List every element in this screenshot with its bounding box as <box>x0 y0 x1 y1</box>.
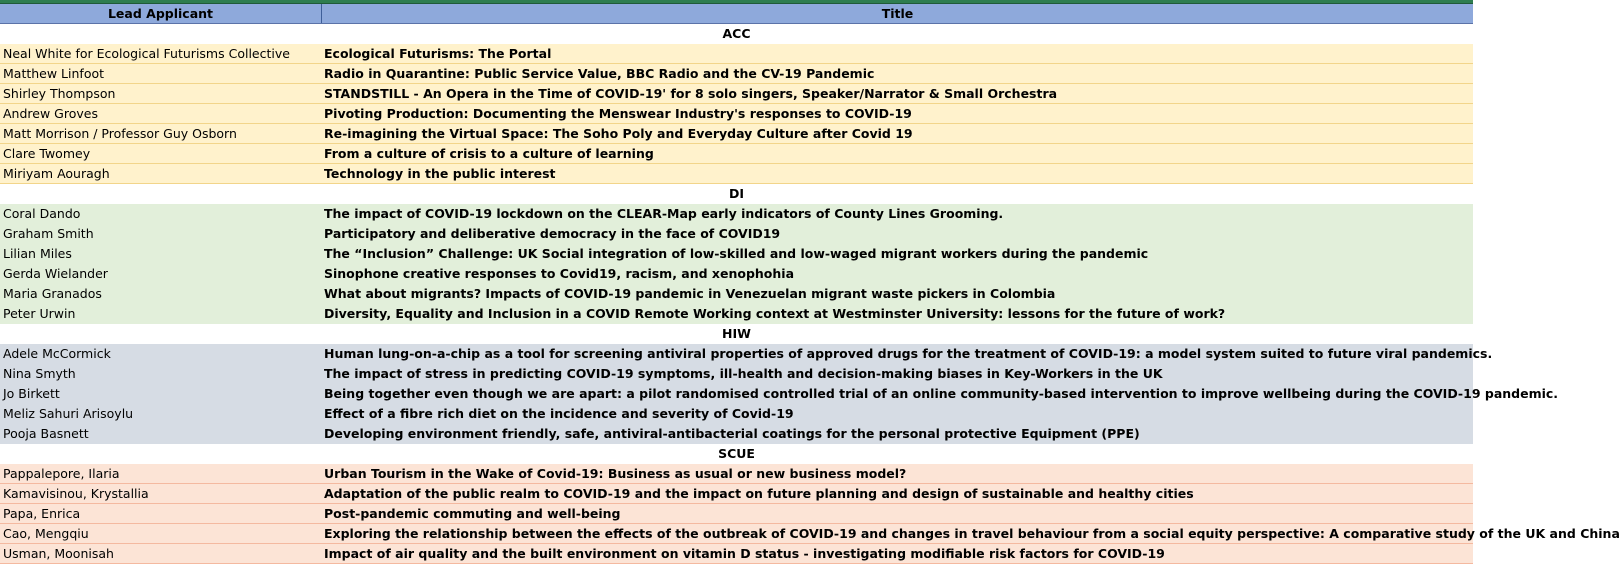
lead-applicant-cell[interactable]: Jo Birkett <box>3 386 60 401</box>
title-cell[interactable]: Urban Tourism in the Wake of Covid-19: Business as usual or new business model? <box>324 466 907 481</box>
lead-applicant-cell[interactable]: Gerda Wielander <box>3 266 108 281</box>
lead-applicant-cell[interactable]: Matt Morrison / Professor Guy Osborn <box>3 126 237 141</box>
title-cell[interactable]: Pivoting Production: Documenting the Menswear Industry's responses to COVID-19 <box>324 106 912 121</box>
table-row <box>0 524 1620 544</box>
section-header-hiw[interactable]: HIW <box>0 324 1473 344</box>
lead-applicant-cell[interactable]: Nina Smyth <box>3 366 76 381</box>
title-cell[interactable]: Effect of a fibre rich diet on the incidence and severity of Covid-19 <box>324 406 794 421</box>
header-title[interactable]: Title <box>881 6 914 21</box>
title-cell[interactable]: Ecological Futurisms: The Portal <box>324 46 552 61</box>
table-row <box>0 464 1473 484</box>
table-row <box>0 244 1473 264</box>
lead-applicant-cell[interactable]: Kamavisinou, Krystallia <box>3 486 149 501</box>
title-cell[interactable]: What about migrants? Impacts of COVID-19 pandemic in Venezuelan migrant waste pickers in Colombia <box>324 286 1056 301</box>
section-header-di[interactable]: DI <box>0 184 1473 204</box>
title-cell[interactable]: Exploring the relationship between the effects of the outbreak of COVID-19 and changes in travel behaviour from a social equity perspective: A comparative study of the UK and China <box>324 526 1620 541</box>
table-row <box>0 44 1473 64</box>
title-cell[interactable]: Human lung-on-a-chip as a tool for screening antiviral properties of approved drugs for the treatment of COVID-19: a model system suited to future viral pandemics. <box>324 346 1493 361</box>
table-row <box>0 284 1473 304</box>
lead-applicant-cell[interactable]: Miriyam Aouragh <box>3 166 110 181</box>
lead-applicant-cell[interactable]: Cao, Mengqiu <box>3 526 89 541</box>
table-row <box>0 304 1473 324</box>
lead-applicant-cell[interactable]: Usman, Moonisah <box>3 546 114 561</box>
lead-applicant-cell[interactable]: Pooja Basnett <box>3 426 89 441</box>
lead-applicant-cell[interactable]: Papa, Enrica <box>3 506 81 521</box>
table-row <box>0 104 1473 124</box>
table-row <box>0 64 1473 84</box>
table-body <box>0 24 1620 564</box>
table-row <box>0 264 1473 284</box>
table-row <box>0 424 1473 444</box>
section-header-scue[interactable]: SCUE <box>0 444 1473 464</box>
lead-applicant-cell[interactable]: Meliz Sahuri Arisoylu <box>3 406 134 421</box>
title-cell[interactable]: From a culture of crisis to a culture of learning <box>324 146 654 161</box>
lead-applicant-cell[interactable]: Neal White for Ecological Futurisms Collective <box>3 46 290 61</box>
title-cell[interactable]: Diversity, Equality and Inclusion in a COVID Remote Working context at Westminster University: lessons for the future of work? <box>324 306 1226 321</box>
title-cell[interactable]: Participatory and deliberative democracy in the face of COVID19 <box>324 226 781 241</box>
title-cell[interactable]: Developing environment friendly, safe, antiviral-antibacterial coatings for the personal protective Equipment (PPE) <box>324 426 1140 441</box>
title-cell[interactable]: Being together even though we are apart: a pilot randomised controlled trial of an online community-based intervention to improve wellbeing during the COVID-19 pandemic. <box>324 386 1559 401</box>
lead-applicant-cell[interactable]: Pappalepore, Ilaria <box>3 466 120 481</box>
lead-applicant-cell[interactable]: Coral Dando <box>3 206 81 221</box>
title-cell[interactable]: Impact of air quality and the built environment on vitamin D status - investigating modifiable risk factors for COVID-19 <box>324 546 1165 561</box>
title-cell[interactable]: Radio in Quarantine: Public Service Value, BBC Radio and the CV-19 Pandemic <box>324 66 875 81</box>
lead-applicant-cell[interactable]: Lilian Miles <box>3 246 72 261</box>
title-cell[interactable]: Post-pandemic commuting and well-being <box>324 506 621 521</box>
table-row <box>0 224 1473 244</box>
table-row <box>0 164 1473 184</box>
title-cell[interactable]: Adaptation of the public realm to COVID-19 and the impact on future planning and design of sustainable and healthy cities <box>324 486 1194 501</box>
table-row <box>0 544 1473 564</box>
title-cell[interactable]: Re-imagining the Virtual Space: The Soho Poly and Everyday Culture after Covid 19 <box>324 126 913 141</box>
table-row <box>0 484 1473 504</box>
lead-applicant-cell[interactable]: Maria Granados <box>3 286 102 301</box>
table-row <box>0 404 1473 424</box>
header-lead-applicant[interactable]: Lead Applicant <box>0 4 322 23</box>
table-row <box>0 144 1473 164</box>
table-row <box>0 204 1473 224</box>
lead-applicant-cell[interactable]: Graham Smith <box>3 226 94 241</box>
table-row <box>0 364 1473 384</box>
section-header-acc[interactable]: ACC <box>0 24 1473 44</box>
title-cell[interactable]: The impact of stress in predicting COVID-19 symptoms, ill-health and decision-making biases in Key-Workers in the UK <box>324 366 1163 381</box>
title-cell[interactable]: The “Inclusion” Challenge: UK Social integration of low-skilled and low-waged migrant workers during the pandemic <box>324 246 1149 261</box>
lead-applicant-cell[interactable]: Matthew Linfoot <box>3 66 105 81</box>
title-cell[interactable]: Technology in the public interest <box>324 166 556 181</box>
lead-applicant-cell[interactable]: Clare Twomey <box>3 146 91 161</box>
title-cell[interactable]: STANDSTILL - An Opera in the Time of COVID-19' for 8 solo singers, Speaker/Narrator & Small Orchestra <box>324 86 1058 101</box>
lead-applicant-cell[interactable]: Shirley Thompson <box>3 86 116 101</box>
lead-applicant-cell[interactable]: Adele McCormick <box>3 346 111 361</box>
title-cell[interactable]: The impact of COVID-19 lockdown on the CLEAR-Map early indicators of County Lines Grooming. <box>324 206 1004 221</box>
table-row <box>0 344 1493 364</box>
table-row <box>0 124 1473 144</box>
header-row <box>0 4 1473 24</box>
table-row <box>0 84 1473 104</box>
lead-applicant-cell[interactable]: Peter Urwin <box>3 306 76 321</box>
table-row <box>0 504 1473 524</box>
lead-applicant-cell[interactable]: Andrew Groves <box>3 106 98 121</box>
table-row <box>0 384 1559 404</box>
title-cell[interactable]: Sinophone creative responses to Covid19, racism, and xenophohia <box>324 266 795 281</box>
